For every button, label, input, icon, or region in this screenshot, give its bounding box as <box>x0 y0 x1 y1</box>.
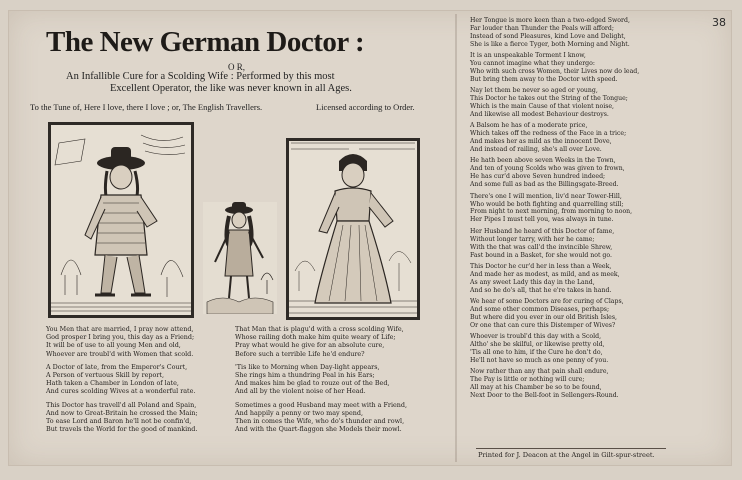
verse-line: He has cur'd above Seven hundred indeed; <box>470 173 606 181</box>
verse-line: She is like a fierce Tyger, both Morning and Night. <box>470 40 630 48</box>
verse-line: Far louder than Thunder the Peals will afford; <box>470 24 614 32</box>
stanza <box>235 325 435 358</box>
verse-line: And made her as modest, as mild, and as meek, <box>470 270 620 278</box>
page-title: The New German Doctor : <box>46 26 365 58</box>
verse-line: All may at his Chamber be so to be found, <box>470 384 602 391</box>
verse-line: Fast bound in a Basket, for she would not go. <box>470 251 612 259</box>
stanza <box>235 363 435 396</box>
verse-line: But where did you ever in our old British Isles, <box>470 313 617 321</box>
verse-line: Next Door to the Bell-foot in Sellengers-Round. <box>470 391 619 399</box>
stanza <box>235 401 435 434</box>
verse-line: Which takes off the redness of the Face in a trice; <box>470 130 627 138</box>
stanza <box>470 368 705 400</box>
verse-line: And cures scolding Wives at a wonderful rate. <box>46 387 196 396</box>
title-or: O R, <box>228 62 246 72</box>
verse-line: Pray what would he give for an absolute cure, <box>235 341 385 350</box>
verse-column-middle <box>235 325 435 438</box>
verse-line: A Person of vertuous Skill by report, <box>46 371 164 380</box>
footer-rule <box>476 448 666 449</box>
verse-column-left <box>46 325 226 438</box>
verse-line: From night to next morning, from morning to noon, <box>470 208 633 216</box>
verse-line: But bring them away to the Doctor with speed. <box>470 75 618 83</box>
stanza <box>470 157 705 189</box>
verse-line: Before such a terrible Life he'd endure? <box>235 349 365 358</box>
verse-line: But travels the World for the good of mankind. <box>46 425 198 434</box>
verse-line: And with the Quart-flaggon she Models their mowl. <box>235 425 402 434</box>
verse-line: 'Tis like to Morning when Day-light appears, <box>235 362 380 371</box>
verse-line: He hath been above seven Weeks in the Town, <box>470 157 616 165</box>
verse-line: Whose railing doth make him quite weary of Life; <box>235 333 396 342</box>
verse-line: 'Tis all one to him, if the Cure he don't do, <box>470 348 603 356</box>
stanza <box>470 122 705 154</box>
verse-line: Her Pipes I must tell you, was always in tune. <box>470 216 614 224</box>
verse-line: She rings him a thundring Peal in his Ears; <box>235 371 375 380</box>
tune-line: To the Tune of, Here I love, there I love ; or, The English Travellers. <box>30 102 263 112</box>
verse-line: And instead of railing, she's all over Love. <box>470 146 602 154</box>
stanza <box>470 228 705 260</box>
verse-line: He'll not have so much as one penny of you. <box>470 356 609 364</box>
verse-line: With the that was call'd the invincible Shrew, <box>470 243 613 251</box>
verse-line: It will be of use to all young Men and old, <box>46 341 181 350</box>
stanza <box>470 87 705 119</box>
verse-line: Now rather than any that pain shall endure, <box>470 368 609 376</box>
verse-line: Sometimes a good Husband may meet with a Friend, <box>235 400 408 409</box>
verse-line: And likewise all modest Behaviour destroys. <box>470 111 609 119</box>
stanza <box>470 17 705 49</box>
verse-line: Who would be both fighting and quarrelling still; <box>470 200 624 208</box>
woodcut-doctor <box>203 202 277 314</box>
verse-line: And makes him be glad to rouze out of the Bed, <box>235 379 390 388</box>
imprint: Printed for J. Deacon at the Angel in Gilt-spur-street. <box>478 451 655 459</box>
lady-illustration <box>289 141 417 317</box>
verse-line: And so he do's all, that he e're takes in hand. <box>470 286 612 294</box>
page-number: 38 <box>712 16 726 29</box>
woodcut-lady <box>286 138 420 320</box>
verse-line: We hear of some Doctors are for curing of Claps, <box>470 297 624 305</box>
verse-line: God prosper I bring you, this day as a Friend; <box>46 333 195 342</box>
gentleman-illustration <box>51 125 191 315</box>
verse-column-right <box>470 17 705 403</box>
subtitle-line-1: An Infallible Cure for a Scolding Wife : Performed by this most <box>66 71 335 82</box>
licensed-line: Licensed according to Order. <box>316 102 415 112</box>
stanza <box>46 401 226 434</box>
verse-line: It is an unspeakable Torment I know, <box>470 52 586 60</box>
verse-line: Who with such cross Women, their Lives now do lead, <box>470 68 640 76</box>
verse-line: Then in comes the Wife, who do's thunder and rowl, <box>235 417 405 426</box>
verse-line: That Man that is plagu'd with a cross scolding Wife, <box>235 325 404 333</box>
stanza <box>46 325 226 358</box>
verse-line: Hath taken a Chamber in London of late, <box>46 379 179 388</box>
verse-line: The Pay is little or nothing will cure; <box>470 376 585 384</box>
verse-line: Whoever are troubl'd with Women that scold. <box>46 349 194 358</box>
verse-line: Altho' she be skilful, or likewise pretty old, <box>470 340 605 348</box>
verse-line: A Doctor of late, from the Emperor's Court, <box>46 362 188 371</box>
verse-line: Or one that can cure this Distemper of Wives? <box>470 321 616 329</box>
verse-line: And all by the violent noise of her Head. <box>235 387 366 396</box>
stanza <box>470 193 705 225</box>
verse-line: And some full as bad as the Billingsgate-Breed. <box>470 181 619 189</box>
verse-line: Without longer tarry, with her he came; <box>470 235 595 243</box>
verse-line: And happily a penny or two may spend, <box>235 408 364 417</box>
verse-line: Whoever is troubl'd this day with a Scold, <box>470 332 602 340</box>
verse-line: And some other common Diseases, perhaps; <box>470 305 610 313</box>
verse-line: This Doctor has travell'd all Poland and Spain, <box>46 400 197 409</box>
subtitle-line-2: Excellent Operator, the like was never known in all Ages. <box>110 83 352 94</box>
woodcut-gentleman <box>48 122 194 318</box>
verse-line: As any sweet Lady this day in the Land, <box>470 278 595 286</box>
stanza <box>470 333 705 365</box>
verse-line: Nay let them be never so aged or young, <box>470 87 598 95</box>
verse-line: You cannot imagine what they undergo: <box>470 60 595 68</box>
verse-line: This Doctor he cur'd her in less than a Week, <box>470 262 612 270</box>
stanza <box>470 52 705 84</box>
verse-line: This Doctor he takes out the String of the Tongue; <box>470 95 628 103</box>
verse-line: And ten of young Scolds who was given to frown, <box>470 165 625 173</box>
verse-line: Her Tongue is more keen than a two-edged Sword, <box>470 17 630 24</box>
stanza <box>470 298 705 330</box>
doctor-illustration <box>203 202 277 314</box>
verse-line: A Balsom he has of a moderate price, <box>470 122 588 130</box>
fold-line <box>455 14 457 462</box>
verse-line: To ease Lord and Baron he'll not be confin'd, <box>46 417 192 426</box>
stanza <box>46 363 226 396</box>
verse-line: And now to Great-Britain he crossed the Main; <box>46 408 198 417</box>
verse-line: And makes her as mild as the innocent Dove, <box>470 138 612 146</box>
verse-line: Her Husband he heard of this Doctor of fame, <box>470 227 615 235</box>
verse-line: Which is the main Cause of that violent noise, <box>470 103 615 111</box>
verse-line: There's one I will mention, liv'd near Tower-Hill, <box>470 192 622 200</box>
stanza <box>470 263 705 295</box>
verse-line: Instead of sond Pleasures, kind Love and Delight, <box>470 32 626 40</box>
verse-line: You Men that are married, I pray now attend, <box>46 325 194 333</box>
